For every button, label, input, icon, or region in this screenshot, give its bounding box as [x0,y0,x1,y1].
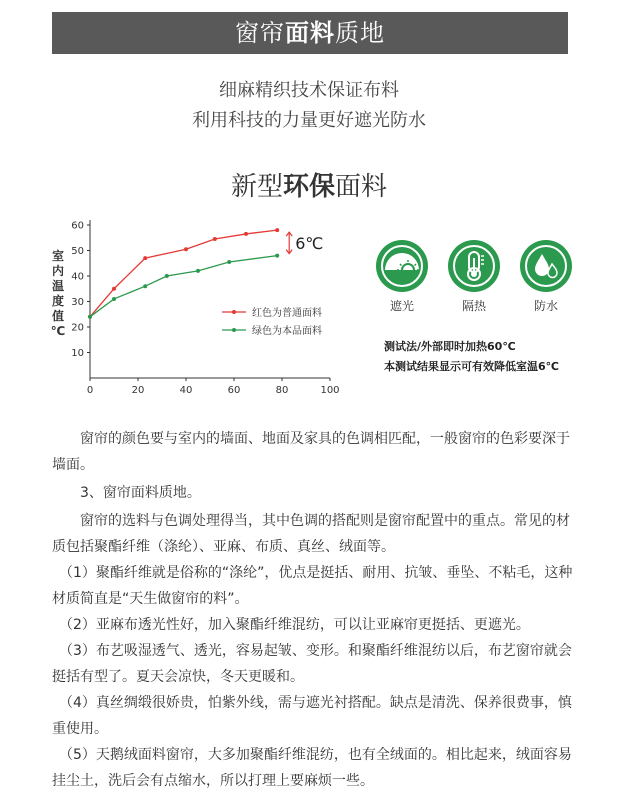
y-tick-label: 50 [71,246,84,257]
water-drop-icon [520,240,572,292]
intro-line-1: 细麻精织技术保证布料 [219,80,399,101]
section-title-post: 面料 [335,172,388,202]
badge-label: 隔热 [461,299,486,313]
badge-label: 遮光 [389,299,414,313]
paragraph: 窗帘的选料与色调处理得当，其中色调的搭配则是窗帘配置中的重点。常见的材质包括聚酯纤维（涤纶）、亚麻、布质、真丝、绒面等。 [52,513,570,555]
banner-title-bold: 面料 [285,19,335,47]
x-tick-label: 20 [131,385,145,396]
paragraph: （1）聚酯纤维就是俗称的“涤纶”，优点是挺括、耐用、抗皱、垂坠、不粘毛，这种材质简直是“天生做窗帘的料”。 [52,565,573,607]
data-point [143,284,147,288]
data-point [196,269,200,273]
banner-title-pre: 窗帘 [235,19,285,47]
paragraph: （2）亚麻布透光性好，加入聚酯纤维混纺，可以让亚麻帘更挺括、更遮光。 [52,617,530,633]
data-point [184,247,188,251]
data-point [143,256,147,260]
paragraph: 窗帘的颜色要与室内的墙面、地面及家具的色调相匹配，一般窗帘的色彩要深于墙面。 [52,431,570,473]
y-axis-label-char: 温 [51,279,65,293]
test-note-line-1: 测试法/外部即时加热60℃ [384,340,516,353]
y-tick-label: 60 [71,220,84,232]
y-tick-label: 10 [71,348,84,359]
y-axis-label-char: 室 [51,249,65,263]
data-point [88,315,92,319]
paragraph: 3、窗帘面料质地。 [52,485,201,501]
test-note-line-2: 本测试结果显示可有效降低室温6℃ [384,360,559,373]
data-point [165,274,169,278]
badge-waterproof [518,240,574,314]
paragraph: （5）天鹅绒面料窗帘，大多加聚酯纤维混纺，也有全绒面的。相比起来，绒面容易挂尘土，洗后会有点缩水，所以打理上要麻烦一些。 [52,747,572,789]
x-tick-label: 40 [179,385,193,396]
y-axis-label-char: 值 [51,309,65,323]
legend-label: 红色为普通面料 [252,308,322,319]
section-title [0,166,618,203]
data-point [112,287,116,291]
y-tick-label: 20 [71,322,84,334]
feature-badges [374,240,574,330]
data-point [213,237,217,241]
data-point [275,254,279,258]
data-point [227,260,231,264]
paragraph: （3）布艺吸湿透气、透光，容易起皱、变形。和聚酯纤维混纺以后，布艺窗帘就会挺括有型了。夏天会凉快，冬天更暖和。 [52,643,572,685]
x-tick-label: 60 [227,385,241,396]
y-axis-label-char: 内 [51,264,65,278]
y-tick-label: 30 [71,297,84,308]
y-axis-label-char: 度 [51,294,65,308]
legend-label: 绿色为本品面料 [252,326,322,337]
legend-marker [232,328,236,332]
intro-line-2: 利用科技的力量更好遮光防水 [192,110,426,131]
data-point [112,297,116,301]
section-title-pre: 新型 [230,172,283,202]
x-tick-label: 100 [320,385,340,396]
banner-title-post: 质地 [335,19,385,47]
data-point [244,232,248,236]
y-tick-label: 40 [71,271,84,283]
badge-insulation [446,240,502,314]
data-point [275,228,279,232]
series-line [90,256,277,317]
legend-marker [232,310,236,314]
temperature-chart [40,210,350,400]
x-tick-label: 0 [86,385,94,396]
thermometer-icon [448,240,500,292]
paragraph: （4）真丝绸缎很娇贵，怕紫外线，需与遮光衬搭配。缺点是清洗、保养很费事，慎重使用。 [52,695,572,737]
y-axis-label-char: ℃ [50,324,66,338]
badge-label: 防水 [533,299,558,313]
page-banner [52,12,568,54]
x-tick-label: 80 [275,385,289,396]
section-title-bold: 环保 [282,172,335,202]
annotation-label: 6℃ [295,233,324,253]
sun-shade-icon [376,240,428,292]
badge-shading [374,240,430,314]
